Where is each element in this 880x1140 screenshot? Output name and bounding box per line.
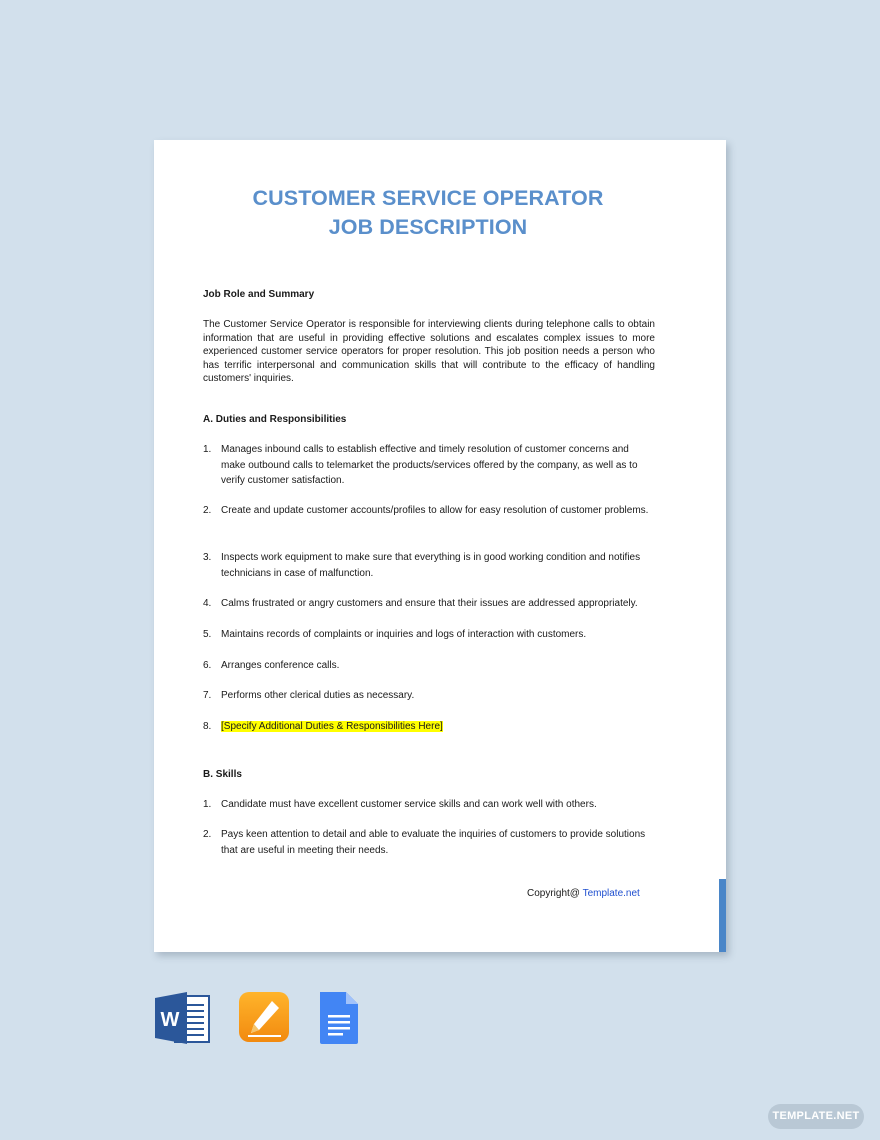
list-number: 2. bbox=[203, 829, 212, 840]
duty-item-5 bbox=[203, 627, 655, 643]
summary-paragraph: The Customer Service Operator is responsible for interviewing clients during telephone calls to obtain information that are useful in providing effective solutions and escalates complex issues to more experienced customer service operators for proper resolution. This job position needs a person who has terrific interpersonal and communication skills that will contribute to the efficacy of handling customers' inquiries. bbox=[203, 319, 655, 385]
list-number: 3. bbox=[203, 552, 212, 563]
list-number: 7. bbox=[203, 690, 212, 701]
copyright-label: Copyright@ bbox=[527, 888, 580, 899]
document-title bbox=[154, 184, 702, 242]
list-text: Candidate must have excellent customer service skills and can work well with others. bbox=[221, 799, 597, 810]
list-text: Create and update customer accounts/profiles to allow for easy resolution of customer problems. bbox=[221, 505, 649, 516]
pages-icon[interactable] bbox=[239, 992, 291, 1049]
list-number: 5. bbox=[203, 629, 212, 640]
list-text: Pays keen attention to detail and able to evaluate the inquiries of customers to provide solutions that are useful in meeting their needs. bbox=[221, 829, 646, 856]
title-line-2: JOB DESCRIPTION bbox=[328, 215, 528, 239]
skill-item-1 bbox=[203, 797, 655, 813]
list-text: Calms frustrated or angry customers and ensure that their issues are addressed appropriately. bbox=[221, 598, 638, 609]
template-net-badge[interactable]: TEMPLATE.NET bbox=[768, 1104, 864, 1129]
duty-item-6 bbox=[203, 658, 655, 674]
list-number: 2. bbox=[203, 505, 212, 516]
copyright-line bbox=[527, 888, 640, 899]
title-line-1: CUSTOMER SERVICE OPERATOR bbox=[252, 186, 604, 210]
word-icon[interactable] bbox=[155, 992, 211, 1049]
list-text: Manages inbound calls to establish effective and timely resolution of customer concerns and make outbound calls to telemarket the products/services offered by the company, as well as to verify customer satisfaction. bbox=[221, 444, 638, 487]
copyright-link[interactable]: Template.net bbox=[582, 888, 640, 899]
list-number: 6. bbox=[203, 660, 212, 671]
list-text: Arranges conference calls. bbox=[221, 660, 340, 671]
placeholder-highlight: [Specify Additional Duties & Responsibilities Here] bbox=[221, 721, 443, 732]
list-number: 4. bbox=[203, 598, 212, 609]
duty-item-4 bbox=[203, 596, 655, 612]
word-icon-letter: W bbox=[160, 1009, 180, 1031]
page-accent-bar bbox=[719, 879, 726, 952]
duty-item-8 bbox=[203, 719, 655, 735]
list-number: 8. bbox=[203, 721, 212, 732]
duties-heading: A. Duties and Responsibilities bbox=[203, 414, 347, 425]
document-page bbox=[154, 140, 726, 952]
skills-heading: B. Skills bbox=[203, 769, 242, 780]
duty-item-1 bbox=[203, 442, 655, 489]
duty-item-3 bbox=[203, 550, 655, 581]
list-number: 1. bbox=[203, 799, 212, 810]
duty-item-7 bbox=[203, 688, 655, 704]
skill-item-2 bbox=[203, 827, 655, 858]
list-text: Maintains records of complaints or inquiries and logs of interaction with customers. bbox=[221, 629, 587, 640]
list-text: Performs other clerical duties as necessary. bbox=[221, 690, 415, 701]
list-number: 1. bbox=[203, 444, 212, 455]
summary-heading: Job Role and Summary bbox=[203, 289, 315, 300]
duty-item-2 bbox=[203, 503, 655, 519]
list-text: Inspects work equipment to make sure that everything is in good working condition and notifies technicians in case of malfunction. bbox=[221, 552, 641, 579]
google-docs-icon[interactable] bbox=[318, 992, 360, 1049]
